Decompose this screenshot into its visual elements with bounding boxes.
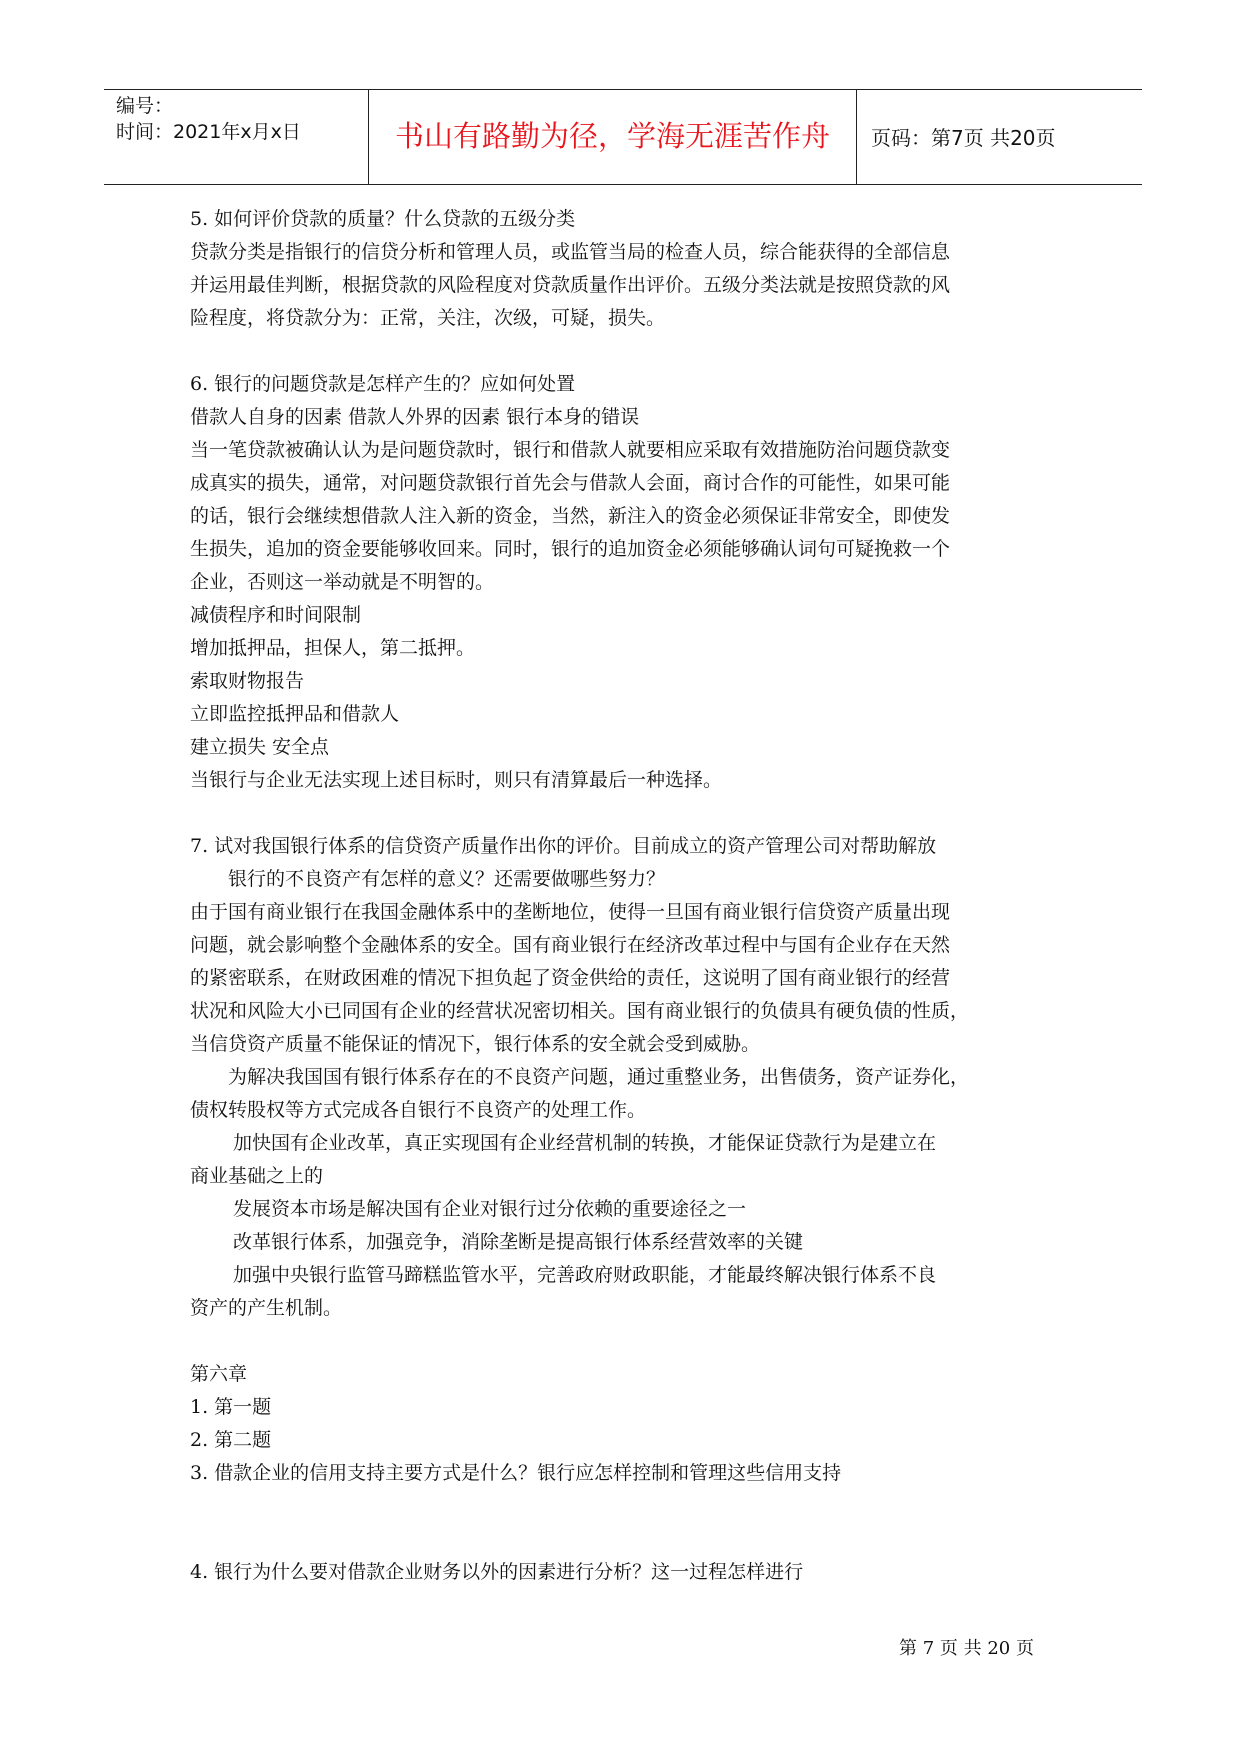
header-motto-cell bbox=[369, 90, 857, 184]
question-heading-continuation: 银行的不良资产有怎样的意义？还需要做哪些努力？ bbox=[228, 868, 666, 890]
paragraph-line: 险程度，将贷款分为：正常，关注，次级，可疑，损失。 bbox=[190, 307, 666, 329]
paragraph-line: 当信贷资产质量不能保证的情况下，银行体系的安全就会受到威胁。 bbox=[190, 1033, 761, 1055]
paragraph-line: 企业，否则这一举动就是不明智的。 bbox=[190, 571, 495, 593]
page-header bbox=[104, 89, 1142, 185]
list-item: 2. 第二题 bbox=[190, 1429, 272, 1451]
header-page-number: 页码：第7页 共20页 bbox=[871, 126, 1056, 150]
header-info-cell bbox=[104, 90, 369, 184]
paragraph-line: 贷款分类是指银行的信贷分析和管理人员，或监管当局的检查人员，综合能获得的全部信息 bbox=[190, 241, 951, 263]
paragraph-line: 借款人自身的因素 借款人外界的因素 银行本身的错误 bbox=[190, 406, 640, 428]
question-heading: 7. 试对我国银行体系的信贷资产质量作出你的评价。目前成立的资产管理公司对帮助解放 bbox=[190, 835, 937, 857]
paragraph-line: 生损失，追加的资金要能够收回来。同时，银行的追加资金必须能够确认词句可疑挽救一个 bbox=[190, 538, 951, 560]
paragraph-line: 并运用最佳判断，根据贷款的风险程度对贷款质量作出评价。五级分类法就是按照贷款的风 bbox=[190, 274, 951, 296]
list-item: 4. 银行为什么要对借款企业财务以外的因素进行分析？这一过程怎样进行 bbox=[190, 1561, 804, 1583]
paragraph-line: 增加抵押品，担保人，第二抵押。 bbox=[190, 637, 476, 659]
document-number-label: 编号： bbox=[116, 95, 174, 117]
paragraph-line: 商业基础之上的 bbox=[190, 1165, 324, 1187]
paragraph-line: 当银行与企业无法实现上述目标时，则只有清算最后一种选择。 bbox=[190, 769, 723, 791]
paragraph-line: 的紧密联系，在财政困难的情况下担负起了资金供给的责任，这说明了国有商业银行的经营 bbox=[190, 967, 951, 989]
chapter-heading: 第六章 bbox=[190, 1363, 248, 1385]
paragraph-line: 改革银行体系，加强竞争，消除垄断是提高银行体系经营效率的关键 bbox=[233, 1231, 804, 1253]
header-page-cell bbox=[857, 90, 1142, 184]
question-heading: 5. 如何评价贷款的质量？什么贷款的五级分类 bbox=[190, 208, 576, 230]
question-heading: 6. 银行的问题贷款是怎样产生的？应如何处置 bbox=[190, 373, 576, 395]
paragraph-line: 问题，就会影响整个金融体系的安全。国有商业银行在经济改革过程中与国有企业存在天然 bbox=[190, 934, 951, 956]
list-item: 3. 借款企业的信用支持主要方式是什么？银行应怎样控制和管理这些信用支持 bbox=[190, 1462, 842, 1484]
document-time-label: 时间：2021年x月x日 bbox=[116, 121, 301, 143]
paragraph-line: 状况和风险大小已同国有企业的经营状况密切相关。国有商业银行的负债具有硬负债的性质， bbox=[190, 1000, 970, 1022]
paragraph-line: 立即监控抵押品和借款人 bbox=[190, 703, 400, 725]
paragraph-line: 加强中央银行监管马蹄糕监管水平，完善政府财政职能，才能最终解决银行体系不良 bbox=[233, 1264, 937, 1286]
page-footer: 第 7 页 共 20 页 bbox=[899, 1638, 1034, 1659]
paragraph-line: 资产的产生机制。 bbox=[190, 1297, 343, 1319]
paragraph-line: 的话，银行会继续想借款人注入新的资金，当然，新注入的资金必须保证非常安全，即使发 bbox=[190, 505, 951, 527]
paragraph-line: 由于国有商业银行在我国金融体系中的垄断地位，使得一旦国有商业银行信贷资产质量出现 bbox=[190, 901, 951, 923]
list-item: 1. 第一题 bbox=[190, 1396, 272, 1418]
paragraph-line: 建立损失 安全点 bbox=[190, 736, 330, 758]
paragraph-line: 成真实的损失，通常，对问题贷款银行首先会与借款人会面，商讨合作的可能性，如果可能 bbox=[190, 472, 951, 494]
paragraph-line: 为解决我国国有银行体系存在的不良资产问题，通过重整业务，出售债务，资产证券化， bbox=[228, 1066, 970, 1088]
paragraph-line: 当一笔贷款被确认认为是问题贷款时，银行和借款人就要相应采取有效措施防治问题贷款变 bbox=[190, 439, 951, 461]
motto-text: 书山有路勤为径，学海无涯苦作舟 bbox=[394, 119, 830, 153]
paragraph-line: 加快国有企业改革，真正实现国有企业经营机制的转换，才能保证贷款行为是建立在 bbox=[233, 1132, 937, 1154]
paragraph-line: 债权转股权等方式完成各自银行不良资产的处理工作。 bbox=[190, 1099, 647, 1121]
paragraph-line: 发展资本市场是解决国有企业对银行过分依赖的重要途径之一 bbox=[233, 1198, 747, 1220]
paragraph-line: 索取财物报告 bbox=[190, 670, 305, 692]
paragraph-line: 减债程序和时间限制 bbox=[190, 604, 362, 626]
